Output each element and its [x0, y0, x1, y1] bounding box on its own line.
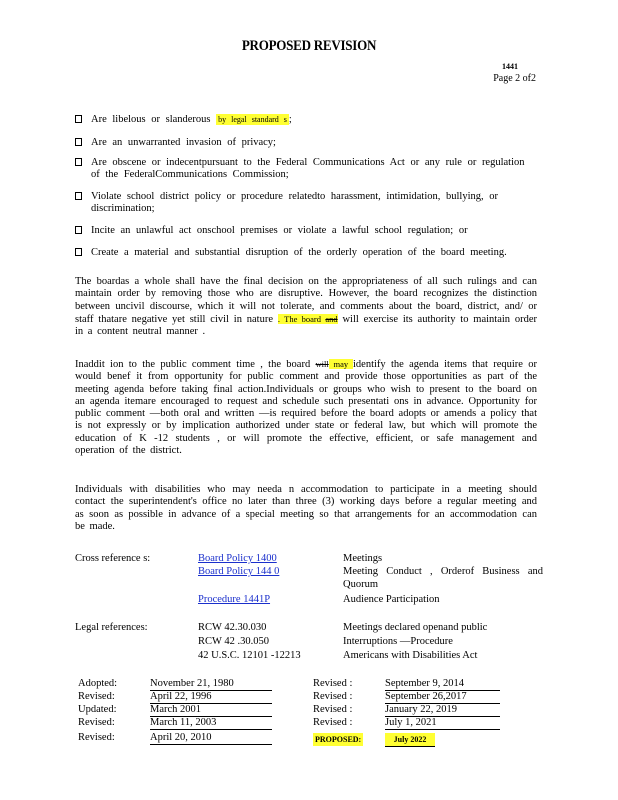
history-date: September 9, 2014: [385, 677, 500, 691]
history-label: Adopted:: [78, 678, 118, 689]
reference-link[interactable]: Board Policy 1400: [198, 553, 277, 564]
bullet-item: [75, 137, 530, 149]
bullet-text: Are obscene or indecentpursuant to the Federal Communications Act or any rule or regulation of the FederalCommunications Commission;: [91, 157, 525, 180]
page-title: PROPOSED REVISION: [241, 38, 377, 54]
legal-ref-title: Interruptions —Procedure: [343, 636, 453, 647]
checkbox-icon: [75, 226, 82, 234]
history-label: Updated:: [78, 704, 117, 715]
history-date: April 20, 2010: [150, 731, 272, 745]
history-date: November 21, 1980: [150, 677, 272, 691]
history-label: Revised:: [78, 732, 115, 743]
highlighted-insertion: by legal standard s: [218, 115, 287, 124]
bullet-text: Violate school district policy or procedure relatedto harassment, intimidation, bullying, or discrimination;: [91, 191, 498, 214]
legal-ref: RCW 42.30.030: [198, 622, 267, 633]
reference-title: Audience Participation: [343, 594, 440, 605]
history-date: July 1, 2021: [385, 716, 500, 730]
bullet-text-end: ;: [288, 114, 292, 125]
legal-ref: 42 U.S.C. 12101 -12213: [198, 650, 301, 661]
bullet-item: [75, 191, 530, 215]
checkbox-icon: [75, 192, 82, 200]
bullet-item: [75, 225, 530, 237]
history-date: April 22, 1996: [150, 690, 272, 704]
paragraph-text-end: will exercise its authority to maintain order in a content neutral manner .: [75, 313, 537, 338]
proposed-date: July 2022: [385, 733, 435, 747]
highlighted-insertion: may: [328, 359, 353, 369]
bullet-item: [75, 114, 530, 126]
history-label: Revised :: [313, 704, 353, 715]
struck-text: will: [315, 359, 329, 369]
history-label: Revised :: [313, 717, 353, 728]
cross-reference-label: Cross reference s:: [75, 553, 151, 564]
highlighted-insertion: . The board: [277, 313, 326, 324]
struck-text: and: [325, 313, 338, 324]
legal-reference-label: Legal references:: [75, 622, 148, 633]
reference-title: Meetings: [343, 553, 383, 564]
bullet-text: Are libelous or slanderous: [91, 114, 211, 125]
reference-title: Meeting Conduct , Orderof Business and Quorum: [343, 566, 543, 590]
bullet-text: Incite an unlawful act onschool premises or violate a lawful school regulation; or: [91, 225, 468, 236]
bullet-item: [75, 157, 530, 181]
checkbox-icon: [75, 158, 82, 166]
paragraph-text: Inaddit ion to the public comment time , the board: [75, 359, 316, 370]
checkbox-icon: [75, 138, 82, 146]
proposed-label: PROPOSED:: [315, 735, 362, 744]
paragraph-text-end: identify the agenda items that require or would benef it from opportunity for public comment and provide those opportunities as part of the meeting agenda before taking final action.Individuals or groups who wish to present to the board on an agenda itemare encouraged to request and schedule such presentati ons in advance. Opportunity for public comment —both oral and written —is required before the board adopts or amends a policy that is not expressly or by implication authorized under state or federal law, but which will promote the education of K -12 students , or will promote the effective, efficient, or safe management and operation of the district.: [75, 359, 537, 457]
reference-link[interactable]: Procedure 1441P: [198, 594, 271, 605]
paragraph-rulings: [75, 276, 537, 338]
history-date: March 11, 2003: [150, 716, 272, 730]
paragraph-text: The boardas a whole shall have the final decision on the appropriateness of all such rulings and can maintain order by removing those who are disruptive. However, the board recognizes the distinction between uncivil discourse, which it will not tolerate, and comments about the board, district, and/ or staff thatare negative yet still civil in nature: [75, 276, 537, 325]
bullet-item: [75, 247, 530, 259]
legal-ref-title: Meetings declared openand public: [343, 622, 488, 633]
history-date: January 22, 2019: [385, 703, 500, 717]
history-label: Revised:: [78, 691, 115, 702]
legal-ref-title: Americans with Disabilities Act: [343, 650, 478, 661]
page-number: Page 2 of2: [493, 73, 536, 84]
policy-number: 1441: [502, 62, 518, 71]
checkbox-icon: [75, 248, 82, 256]
history-label: Revised :: [313, 678, 353, 689]
checkbox-icon: [75, 115, 82, 123]
paragraph-disabilities: Individuals with disabilities who may needa n accommodation to participate in a meeting should contact the superintendent's office no later than three (3) working days before a regular meeting and as soon as possible in advance of a special meeting so that arrangements for an accommodation can be made.: [75, 484, 537, 532]
paragraph-public-comment: [75, 358, 537, 457]
history-label: Revised :: [313, 691, 353, 702]
legal-ref: RCW 42 .30.050: [198, 636, 269, 647]
bullet-text: Are an unwarranted invasion of privacy;: [91, 137, 276, 148]
history-label: Revised:: [78, 717, 115, 728]
history-date: September 26,2017: [385, 690, 500, 704]
bullet-text: Create a material and substantial disruption of the orderly operation of the board meeting.: [91, 247, 507, 258]
reference-link[interactable]: Board Policy 144 0: [198, 566, 280, 577]
history-date: March 2001: [150, 703, 272, 717]
